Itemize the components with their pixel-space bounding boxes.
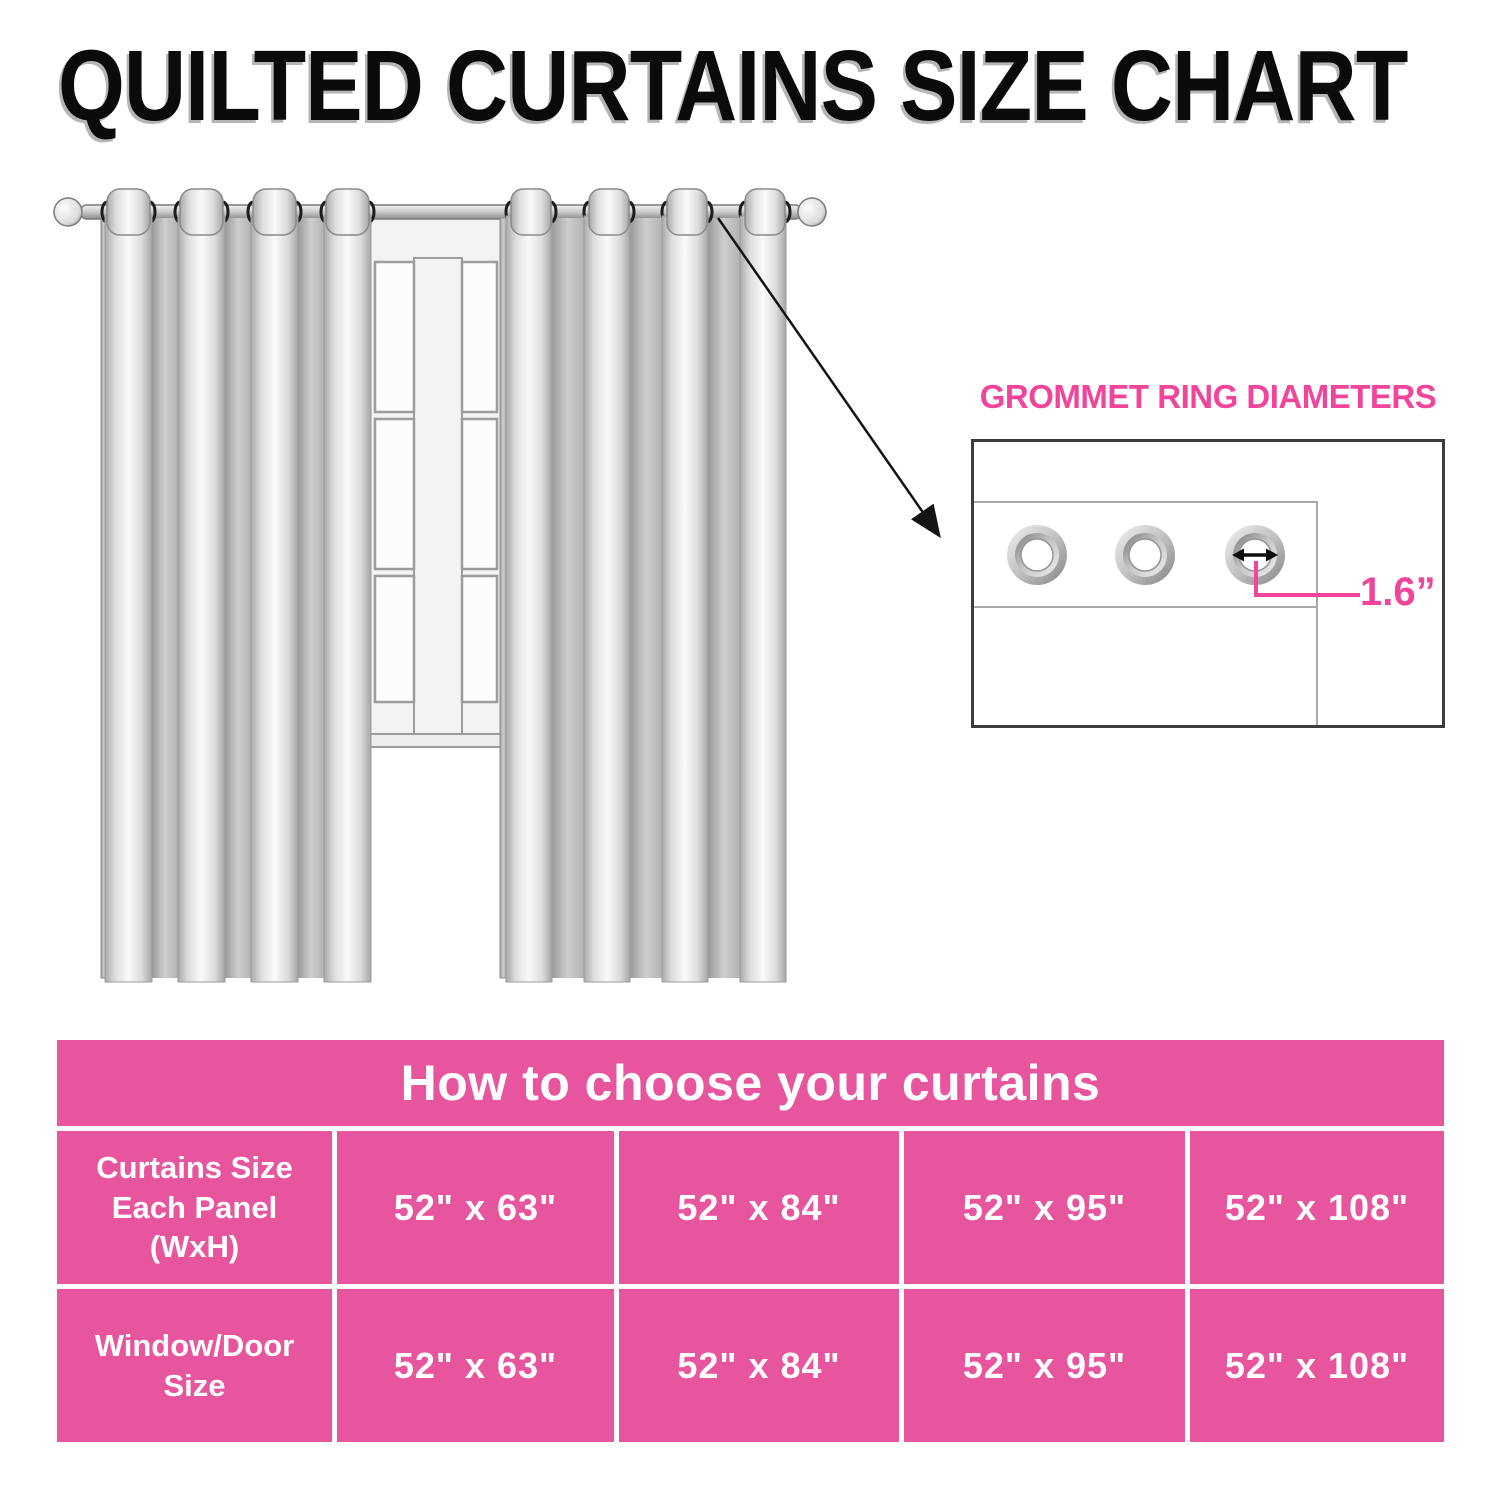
window — [355, 206, 513, 747]
size-cell: 52" x 63" — [337, 1289, 614, 1442]
grommet-diagram-heading: GROMMET RING DIAMETERS — [979, 378, 1437, 415]
page-title — [58, 30, 1500, 154]
grommet-diameter-value: 1.6” — [1360, 570, 1436, 614]
grommet-ring — [1115, 525, 1175, 585]
window-panes — [375, 262, 497, 702]
grommet-ring — [1007, 525, 1067, 585]
grommet-edge-rings — [102, 202, 374, 222]
grommet-diagram-box — [971, 439, 1445, 728]
size-cell: 52" x 108" — [1190, 1131, 1444, 1284]
curtain-panel-left — [101, 189, 374, 982]
size-cell: 52" x 95" — [904, 1131, 1185, 1284]
window-sill — [355, 734, 513, 747]
page-title-text: QUILTED CURTAINS SIZE CHART — [58, 30, 1408, 142]
rod-finial-right — [798, 198, 826, 226]
curtain-rod — [54, 198, 826, 226]
row-label-curtains-size: Curtains Size Each Panel (WxH) — [57, 1131, 332, 1284]
row-label-window-door-size: Window/Door Size — [57, 1289, 332, 1442]
pleat-caps — [511, 189, 785, 235]
size-cell: 52" x 84" — [619, 1131, 899, 1284]
rod-finial-left — [54, 198, 82, 226]
size-cell: 52" x 108" — [1190, 1289, 1444, 1442]
size-cell: 52" x 95" — [904, 1289, 1185, 1442]
pointer-arrow-icon — [718, 218, 938, 534]
size-table — [57, 1040, 1444, 1442]
pleat-caps — [107, 189, 369, 235]
size-cell: 52" x 63" — [337, 1131, 614, 1284]
curtain-panel-right — [500, 189, 790, 982]
size-cell: 52" x 84" — [619, 1289, 899, 1442]
size-table-title: How to choose your curtains — [57, 1040, 1444, 1126]
grommet-edge-rings — [506, 202, 790, 222]
